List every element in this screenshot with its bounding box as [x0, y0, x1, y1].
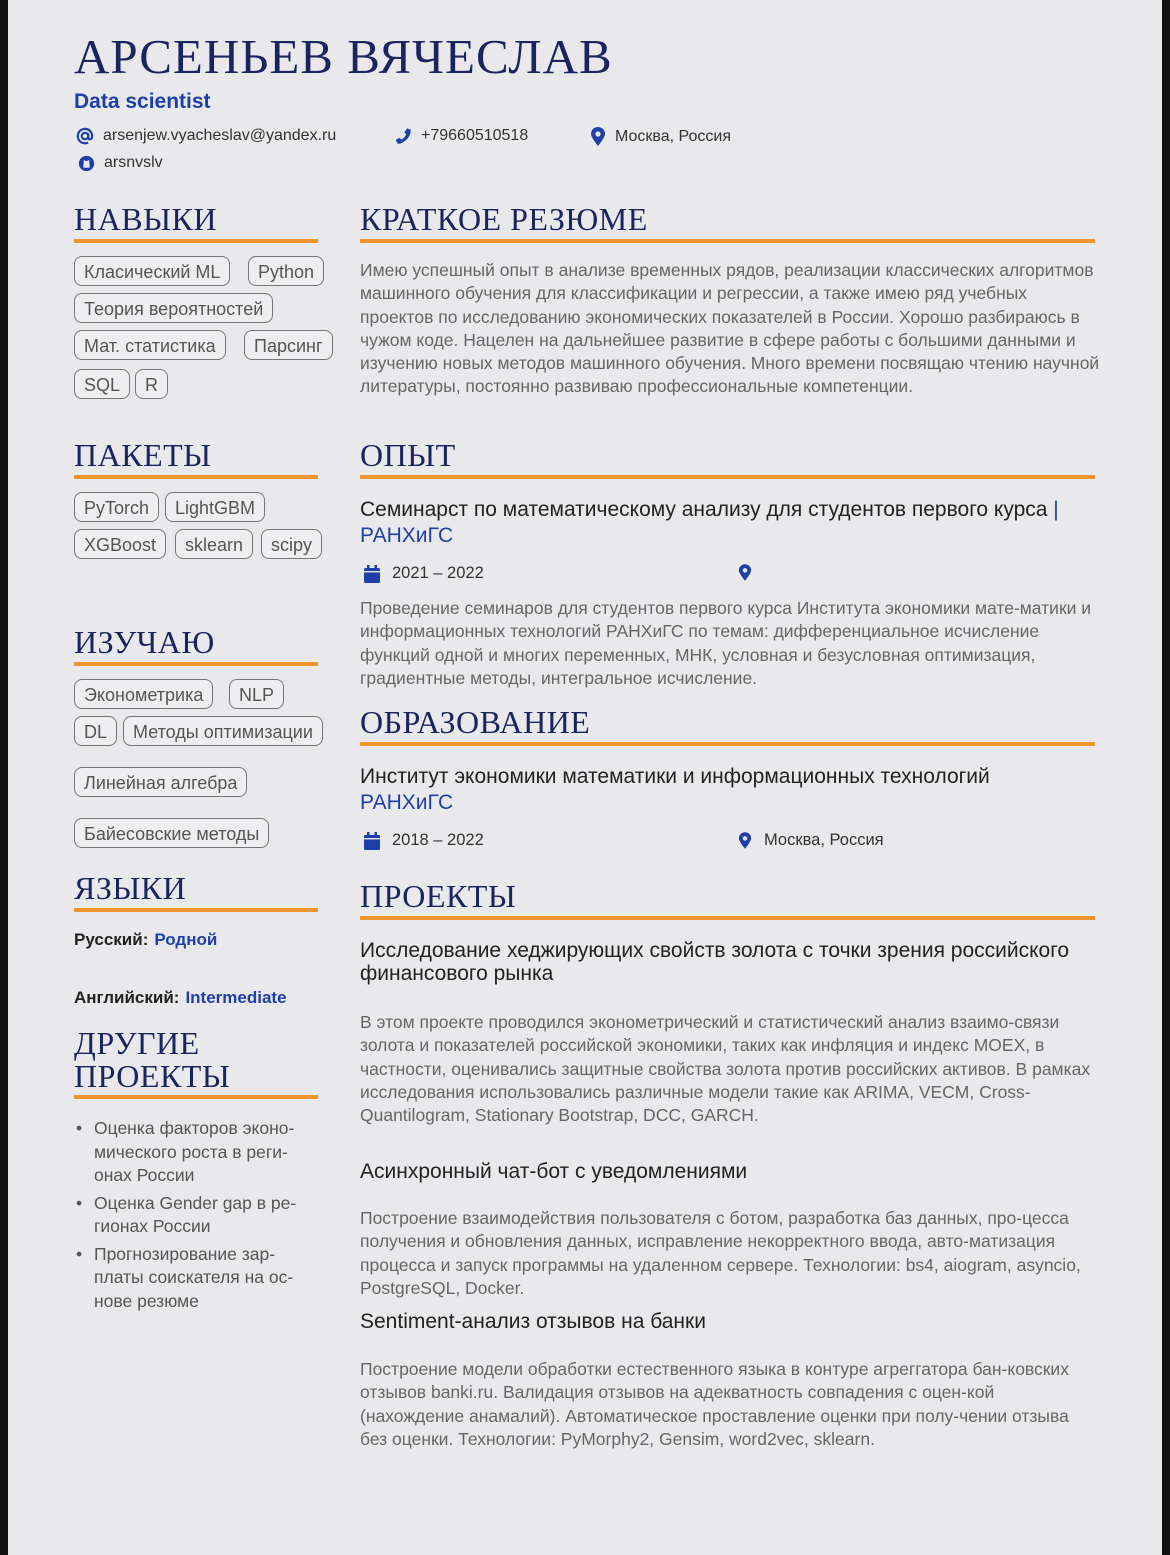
- language-row: [74, 988, 287, 1008]
- contact-email[interactable]: [76, 127, 336, 145]
- map-pin-icon: [738, 832, 752, 850]
- list-item: • Прогнозирование зар-платы соискателя на ос-нове резюме: [74, 1243, 324, 1314]
- contact-location: [590, 127, 731, 147]
- learning-tag: Эконометрика: [74, 679, 213, 709]
- projects-heading: ПРОЕКТЫ: [360, 878, 1095, 920]
- github-icon: [78, 155, 95, 172]
- project-title: Sentiment-анализ отзывов на банки: [360, 1310, 706, 1333]
- experience-dates: [364, 564, 484, 583]
- list-item: • Оценка факторов эконо-мического роста в реги-онах России: [74, 1117, 324, 1188]
- package-tag: PyTorch: [74, 492, 159, 522]
- other-projects-heading-line: ДРУГИЕ: [74, 1025, 200, 1061]
- project-description: Построение модели обработки естественного языка в контуре агреггатора бан-ковских отзывов banki.ru. Валидация отзывов на адекватность совпадения с оцен-кой (нахождение анамалий). Автоматическое проставление оценки при полу-чении отзыва без оценки. Технологии: PyMorphy2, Gensim, word2vec, sklearn.: [360, 1359, 1069, 1449]
- languages-heading: ЯЗЫКИ: [74, 870, 318, 912]
- list-item: • Оценка Gender gap в ре-гионах России: [74, 1192, 324, 1239]
- email-text: arsenjew.vyacheslav@yandex.ru: [103, 127, 337, 144]
- education-heading: ОБРАЗОВАНИЕ: [360, 704, 1095, 746]
- project-description: Построение взаимодействия пользователя с ботом, разработка баз данных, про-цесса получения и обновления данных, исправление некорректного ввода, авто-матизация процесса и запуск программы на удаленном сервере. Технологии: bs4, aiogram, asyncio, PostgreSQL, Docker.: [360, 1208, 1081, 1298]
- skill-tag: Мат. статистика: [74, 330, 226, 360]
- learning-tag: Байесовские методы: [74, 818, 269, 848]
- learning-tag: NLP: [229, 679, 284, 709]
- package-tag: XGBoost: [74, 529, 166, 559]
- language-level: Родной: [154, 930, 218, 949]
- skills-heading: НАВЫКИ: [74, 201, 318, 243]
- learning-tag: Линейная алгебра: [74, 767, 247, 797]
- language-name: Английский:: [74, 988, 180, 1007]
- learning-tag: Методы оптимизации: [123, 716, 323, 746]
- language-name: Русский:: [74, 930, 149, 949]
- contact-phone[interactable]: [394, 127, 528, 145]
- dates-text: 2021 – 2022: [392, 564, 484, 582]
- github-text: arsnvslv: [104, 154, 163, 171]
- skill-tag: Класический ML: [74, 256, 230, 286]
- location-text: Москва, Россия: [615, 128, 731, 145]
- other-projects-heading-line: ПРОЕКТЫ: [74, 1058, 231, 1094]
- skill-tag: R: [135, 369, 168, 399]
- skill-tag: Python: [248, 256, 324, 286]
- experience-heading: ОПЫТ: [360, 437, 1095, 479]
- institute-org: РАНХиГС: [360, 791, 454, 814]
- language-level: Intermediate: [185, 988, 287, 1007]
- map-pin-icon: [590, 127, 606, 147]
- org-separator: |: [1047, 498, 1059, 521]
- other-projects-heading: [74, 1027, 318, 1099]
- experience-role: [360, 497, 1095, 549]
- other-projects-list: [74, 1117, 324, 1317]
- job-title: Data scientist: [74, 90, 211, 113]
- package-tag: LightGBM: [165, 492, 265, 522]
- experience-description: Проведение семинаров для студентов первого курса Института экономики мате-матики и информационных технологий РАНХиГС по темам: дифференциальное исчисление функций одной и многих переменных, МНК, условная и безусловная оптимизация, градиентные методы, интегральное исчисление.: [360, 598, 1092, 688]
- project-description: В этом проекте проводился эконометрический и статистический анализ взаимо-связи золота и показателей российской экономики, таких как инфляция и индекс MOEX, в частности, оценивались защитные свойства золота против российских активов. В рамках исследования использовались различные модели такие как ARIMA, VECM, Cross-Quantilogram, Stationary Bootstrap, DCC, GARCH.: [360, 1012, 1091, 1126]
- phone-text: +79660510518: [421, 127, 529, 144]
- contact-github[interactable]: [78, 154, 163, 172]
- project-title: Исследование хеджирующих свойств золота с точки зрения российского финансового рынка: [360, 939, 1070, 985]
- package-tag: scipy: [261, 529, 322, 559]
- summary-text: Имею успешный опыт в анализе временных рядов, реализации классических алгоритмов машинного обучения для классификации и регрессии, а также имею ряд учебных проектов по исследованию экономических показателей в России. Хорошо разбираюсь в чужом коде. Нацелен на дальнейшее развитие в сфере работы с большими данными и изучению новых методов машинного обучения. Много времени посвящаю чтению научной литературы, постоянно развиваю профессиональные компетенции.: [360, 260, 1100, 397]
- education-institute: [360, 764, 1095, 816]
- org-name: РАНХиГС: [360, 524, 454, 547]
- institute-text: Институт экономики математики и информационных технологий: [360, 765, 990, 788]
- person-name: АРСЕНЬЕВ ВЯЧЕСЛАВ: [74, 29, 613, 84]
- project-title: Асинхронный чат-бот с уведомлениями: [360, 1160, 748, 1183]
- skill-tag: SQL: [74, 369, 130, 399]
- phone-icon: [394, 127, 412, 145]
- experience-location: [738, 564, 764, 582]
- dates-text: 2018 – 2022: [392, 831, 484, 849]
- calendar-icon: [364, 565, 380, 583]
- education-location: [738, 831, 884, 850]
- packages-heading: ПАКЕТЫ: [74, 437, 318, 479]
- role-text: Семинарст по математическому анализу для студентов первого курса: [360, 498, 1048, 521]
- package-tag: sklearn: [175, 529, 253, 559]
- calendar-icon: [364, 832, 380, 850]
- location-text: Москва, Россия: [764, 831, 884, 849]
- learning-heading: ИЗУЧАЮ: [74, 624, 318, 666]
- at-icon: [76, 127, 94, 145]
- page-edge-left: [0, 0, 8, 1555]
- map-pin-icon: [738, 564, 752, 582]
- summary-heading: КРАТКОЕ РЕЗЮМЕ: [360, 201, 1095, 243]
- learning-tag: DL: [74, 716, 117, 746]
- skill-tag: Теория вероятностей: [74, 293, 273, 323]
- language-row: [74, 930, 217, 950]
- education-dates: [364, 831, 484, 850]
- skill-tag: Парсинг: [244, 330, 333, 360]
- page-edge-right: [1162, 0, 1170, 1555]
